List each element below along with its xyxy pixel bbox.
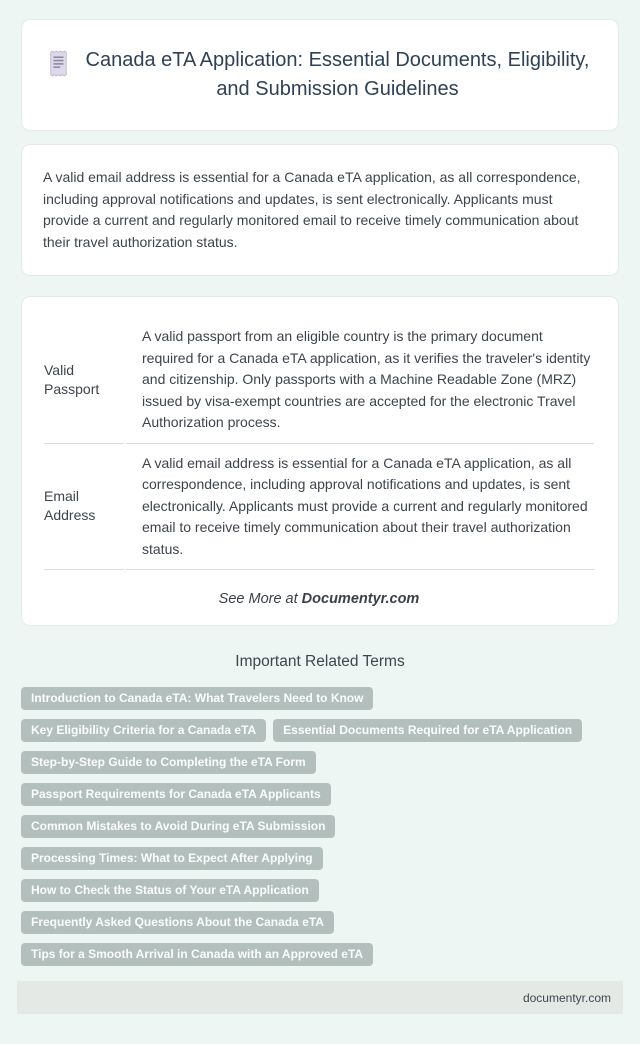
table-row: [44, 444, 594, 571]
receipt-icon: [46, 50, 71, 82]
details-card: [21, 296, 619, 626]
table-row: [44, 317, 594, 444]
page-title: Canada eTA Application: Essential Documents, Eligibility, and Submission Guidelines: [85, 49, 590, 100]
row-label-valid-passport: Valid Passport: [44, 317, 124, 444]
see-more-line: [42, 591, 596, 607]
related-term-button-processing-times[interactable]: Processing Times: What to Expect After Applying: [21, 847, 323, 870]
related-terms-heading: Important Related Terms: [235, 653, 405, 670]
row-description-email-address: A valid email address is essential for a Canada eTA application, as all correspondence, including approval notifications and updates, is sent electronically. Applicants must provide a current and regularly monitored email to receive timely communication about their travel authorization status.: [126, 444, 594, 571]
details-table: [42, 317, 596, 570]
related-term-button-essential-documents[interactable]: Essential Documents Required for eTA Application: [273, 719, 582, 742]
related-term-button-passport-requirements[interactable]: Passport Requirements for Canada eTA Applicants: [21, 783, 331, 806]
title-card: [21, 19, 619, 131]
related-term-button-faq[interactable]: Frequently Asked Questions About the Canada eTA: [21, 911, 334, 934]
see-more-brand: Documentyr.com: [301, 591, 420, 607]
related-term-button-introduction[interactable]: Introduction to Canada eTA: What Travelers Need to Know: [21, 687, 373, 710]
row-description-valid-passport: A valid passport from an eligible country is the primary document required for a Canada eTA application, as it verifies the traveler's identity and citizenship. Only passports with a Machine Readable Zone (MRZ) issued by visa-exempt countries are accepted for the electronic Travel Authorization process.: [126, 317, 594, 444]
related-term-button-arrival-tips[interactable]: Tips for a Smooth Arrival in Canada with an Approved eTA: [21, 943, 373, 966]
see-more-text: See More at: [218, 591, 302, 607]
summary-text: A valid email address is essential for a Canada eTA application, as all correspondence, including approval notifications and updates, is sent electronically. Applicants must provide a current and regularly monitored email to receive timely communication about their travel authorization status.: [43, 169, 581, 250]
related-terms-list: [21, 687, 619, 966]
summary-card: [21, 144, 619, 276]
related-term-button-check-status[interactable]: How to Check the Status of Your eTA Application: [21, 879, 319, 902]
related-term-button-step-by-step[interactable]: Step-by-Step Guide to Completing the eTA Form: [21, 751, 316, 774]
related-term-button-common-mistakes[interactable]: Common Mistakes to Avoid During eTA Submission: [21, 815, 335, 838]
footer-site-link[interactable]: documentyr.com: [522, 990, 611, 1005]
row-label-email-address: Email Address: [44, 444, 124, 571]
footer-bar: [17, 981, 623, 1014]
related-term-button-eligibility[interactable]: Key Eligibility Criteria for a Canada eTA: [21, 719, 266, 742]
